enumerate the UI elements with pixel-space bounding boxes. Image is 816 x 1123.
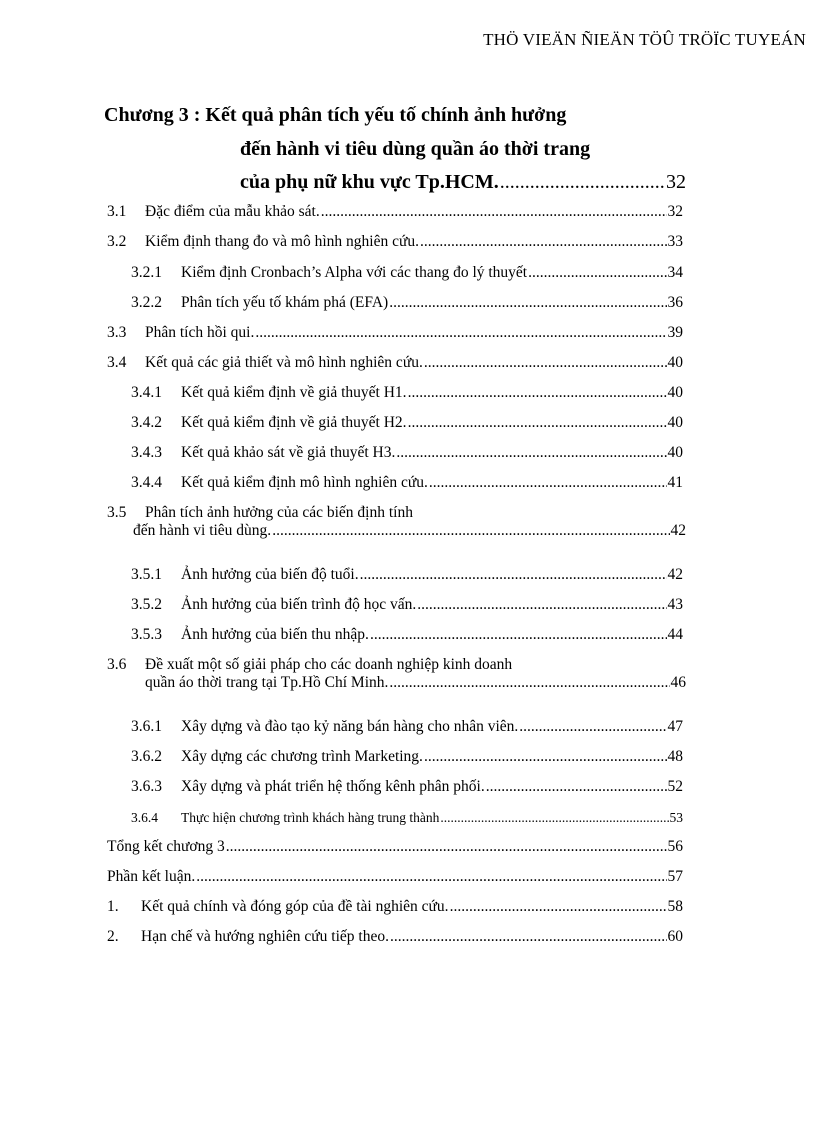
toc-title-continued: đến hành vi tiêu dùng. [133, 522, 272, 539]
dot-leader [450, 898, 667, 916]
toc-page-number: 44 [667, 626, 683, 643]
toc-entry-chapter-summary [107, 838, 683, 856]
toc-page-number: 33 [667, 233, 683, 250]
toc-number: 3.3 [107, 324, 127, 341]
toc-page-number: 42 [667, 566, 683, 583]
toc-page-number: 32 [667, 203, 683, 220]
toc-number: 3.6.3 [131, 778, 162, 795]
toc-page-number: 60 [667, 928, 683, 945]
toc-number: 3.1 [107, 203, 127, 220]
toc-entry-3-5-1 [131, 566, 683, 584]
toc-title: Xây dựng các chương trình Marketing. [181, 748, 423, 765]
dot-leader [500, 171, 665, 194]
toc-page-number: 40 [667, 354, 683, 371]
dot-leader [370, 626, 667, 644]
toc-title: Phần kết luận. [107, 868, 196, 885]
chapter-title-line-1: Chương 3 : Kết quả phân tích yếu tố chính ảnh hưởng [104, 104, 567, 126]
toc-number: 3.5.2 [131, 596, 162, 613]
toc-page-number: 48 [667, 748, 683, 765]
dot-leader [417, 596, 666, 614]
toc-entry-3-2-2 [131, 294, 683, 312]
toc-entry-3-6-1 [131, 718, 683, 736]
toc-page-number: 40 [667, 444, 683, 461]
toc-page-number: 57 [667, 868, 683, 885]
toc-number: 3.4.2 [131, 414, 162, 431]
toc-page-number: 58 [667, 898, 683, 915]
toc-page-number: 53 [669, 810, 683, 825]
toc-entry-3-4 [107, 354, 683, 372]
dot-leader [408, 414, 667, 432]
toc-title: Đặc điểm của mẫu khảo sát. [145, 203, 320, 220]
toc-page-number: 41 [667, 474, 683, 491]
toc-title: Kết quả kiểm định mô hình nghiên cứu. [181, 474, 428, 491]
dot-leader [389, 674, 669, 692]
toc-page-number: 46 [670, 674, 686, 691]
toc-entry-3-4-3 [131, 444, 683, 462]
toc-entry-3-6-4 [131, 810, 683, 826]
toc-title: Đề xuất một số giải pháp cho các doanh nghiệp kinh doanh [145, 656, 513, 673]
toc-page-number: 42 [670, 522, 686, 539]
chapter-page-number: 32 [666, 171, 686, 193]
toc-entry-3-4-4 [131, 474, 683, 492]
dot-leader [528, 264, 666, 282]
dot-leader [226, 838, 667, 856]
dot-leader [255, 324, 666, 342]
dot-leader [390, 928, 667, 946]
toc-entry-3-6-3 [131, 778, 683, 796]
toc-number: 3.4.1 [131, 384, 162, 401]
dot-leader [424, 748, 667, 766]
dot-leader [389, 294, 666, 312]
toc-number: 3.2.1 [131, 264, 162, 281]
dot-leader [486, 778, 667, 796]
dot-leader [360, 566, 667, 584]
page-header: THÖ VIEÄN ÑIEÄN TÖÛ TRÖÏC TUYEÁN [483, 30, 806, 49]
toc-title: Kiểm định thang đo và mô hình nghiên cứu. [145, 233, 420, 250]
dot-leader [420, 233, 666, 251]
toc-number: 3.5.1 [131, 566, 162, 583]
toc-number: 3.4.4 [131, 474, 162, 491]
chapter-title-line-2: đến hành vi tiêu dùng quần áo thời trang [240, 138, 591, 160]
toc-number: 2. [107, 928, 119, 945]
toc-number: 3.4.3 [131, 444, 162, 461]
dot-leader [196, 868, 666, 886]
toc-entry-3-5-2 [131, 596, 683, 614]
toc-title: Phân tích hồi qui. [145, 324, 255, 341]
toc-title: Kiểm định Cronbach’s Alpha với các thang đo lý thuyết [181, 264, 528, 281]
toc-title: Phân tích yếu tố khám phá (EFA) [181, 294, 389, 311]
dot-leader [519, 718, 666, 736]
toc-number: 3.5 [107, 504, 127, 521]
toc-entry-3-4-1 [131, 384, 683, 402]
toc-number: 3.2 [107, 233, 127, 250]
toc-title: Hạn chế và hướng nghiên cứu tiếp theo. [141, 928, 389, 945]
toc-title: Kết quả chính và đóng góp của đề tài nghiên cứu. [141, 898, 449, 915]
chapter-title-line-3 [240, 171, 686, 194]
toc-entry-3-6-2 [131, 748, 683, 766]
toc-entry-3-4-2 [131, 414, 683, 432]
dot-leader [429, 474, 667, 492]
toc-page-number: 56 [667, 838, 683, 855]
toc-title: Tổng kết chương 3 [107, 838, 225, 855]
toc-number: 3.5.3 [131, 626, 162, 643]
toc-entry-3-5 [107, 504, 686, 540]
toc-entry-conclusion [107, 868, 683, 886]
chapter-title-line-3-text: của phụ nữ khu vực Tp.HCM. [240, 171, 499, 193]
toc-title: Kết quả kiểm định về giả thuyết H2. [181, 414, 407, 431]
toc-page-number: 43 [667, 596, 683, 613]
toc-entry-3-5-3 [131, 626, 683, 644]
toc-title: Xây dựng và phát triển hệ thống kênh phân phối. [181, 778, 485, 795]
toc-title: Phân tích ảnh hưởng của các biến định tính [145, 504, 413, 521]
toc-number: 3.6.2 [131, 748, 162, 765]
toc-page-number: 40 [667, 384, 683, 401]
dot-leader [272, 522, 669, 540]
dot-leader [396, 444, 666, 462]
toc-title: Kết quả khảo sát về giả thuyết H3. [181, 444, 396, 461]
toc-page-number: 34 [667, 264, 683, 281]
toc-title: Ảnh hưởng của biến độ tuổi. [181, 566, 359, 583]
toc-page-number: 40 [667, 414, 683, 431]
toc-number: 3.6 [107, 656, 127, 673]
toc-page-number: 47 [667, 718, 683, 735]
toc-title-continued: quần áo thời trang tại Tp.Hồ Chí Minh. [145, 674, 389, 691]
toc-title: Ảnh hưởng của biến trình độ học vấn. [181, 596, 417, 613]
toc-page-number: 52 [667, 778, 683, 795]
toc-title: Ảnh hưởng của biến thu nhập. [181, 626, 369, 643]
toc-entry-conclusion-1 [107, 898, 683, 916]
toc-number: 3.6.1 [131, 718, 162, 735]
toc-entry-3-1 [107, 203, 683, 221]
dot-leader [440, 810, 668, 826]
toc-number: 3.4 [107, 354, 127, 371]
toc-page-number: 36 [667, 294, 683, 311]
toc-title: Kết quả kiểm định về giả thuyết H1. [181, 384, 407, 401]
toc-number: 1. [107, 898, 119, 915]
toc-page-number: 39 [667, 324, 683, 341]
dot-leader [424, 354, 667, 372]
toc-entry-3-6 [107, 656, 686, 692]
toc-number: 3.6.4 [131, 810, 158, 825]
dot-leader [408, 384, 667, 402]
toc-title: Thực hiện chương trình khách hàng trung thành [181, 810, 440, 825]
toc-entry-conclusion-2 [107, 928, 683, 946]
toc-title: Kết quả các giả thiết và mô hình nghiên cứu. [145, 354, 423, 371]
toc-entry-3-2 [107, 233, 683, 251]
toc-title: Xây dựng và đào tạo kỷ năng bán hàng cho nhân viên. [181, 718, 519, 735]
dot-leader [321, 203, 667, 221]
toc-entry-3-3 [107, 324, 683, 342]
toc-number: 3.2.2 [131, 294, 162, 311]
toc-entry-3-2-1 [131, 264, 683, 282]
